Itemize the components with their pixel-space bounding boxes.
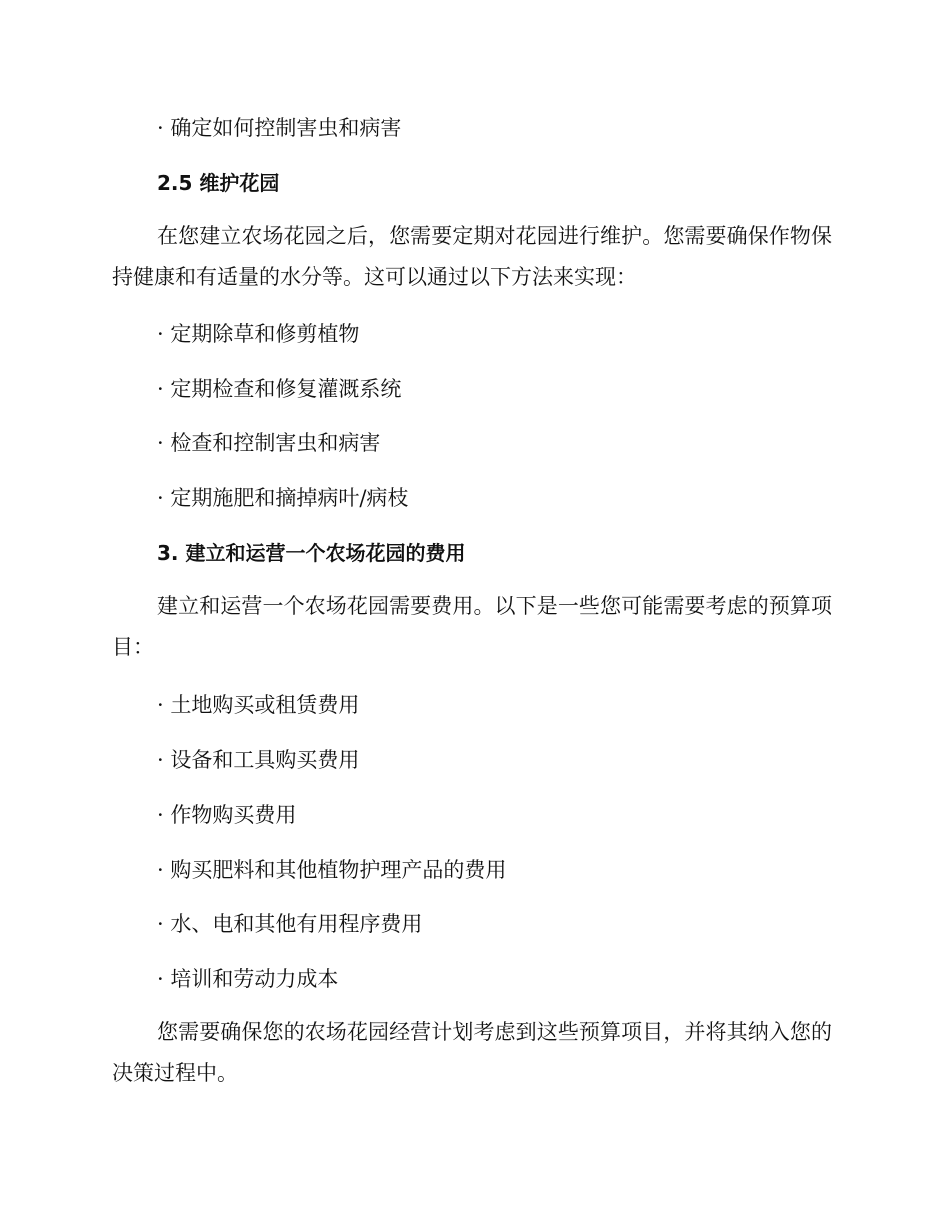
paragraph: 建立和运营一个农场花园需要费用。以下是一些您可能需要考虑的预算项目： — [112, 594, 832, 659]
bullet-item: · 定期施肥和摘掉病叶/病枝 — [157, 486, 409, 510]
bullet-item: · 培训和劳动力成本 — [157, 967, 339, 991]
paragraph: 您需要确保您的农场花园经营计划考虑到这些预算项目，并将其纳入您的决策过程中。 — [112, 1020, 832, 1085]
bullet-item: · 土地购买或租赁费用 — [157, 693, 360, 717]
section-heading: 3. 建立和运营一个农场花园的费用 — [157, 541, 466, 565]
bullet-item: · 设备和工具购买费用 — [157, 748, 360, 772]
bullet-item: · 作物购买费用 — [157, 803, 297, 827]
bullet-item: · 购买肥料和其他植物护理产品的费用 — [157, 858, 507, 882]
bullet-item: · 定期检查和修复灌溉系统 — [157, 377, 402, 401]
bullet-item: · 检查和控制害虫和病害 — [157, 431, 381, 455]
bullet-item: · 定期除草和修剪植物 — [157, 322, 360, 346]
paragraph: 在您建立农场花园之后，您需要定期对花园进行维护。您需要确保作物保持健康和有适量的水分等。这可以通过以下方法来实现： — [112, 224, 832, 289]
bullet-item: · 确定如何控制害虫和病害 — [157, 116, 402, 140]
bullet-item: · 水、电和其他有用程序费用 — [157, 912, 423, 936]
section-heading: 2.5 维护花园 — [157, 171, 280, 195]
